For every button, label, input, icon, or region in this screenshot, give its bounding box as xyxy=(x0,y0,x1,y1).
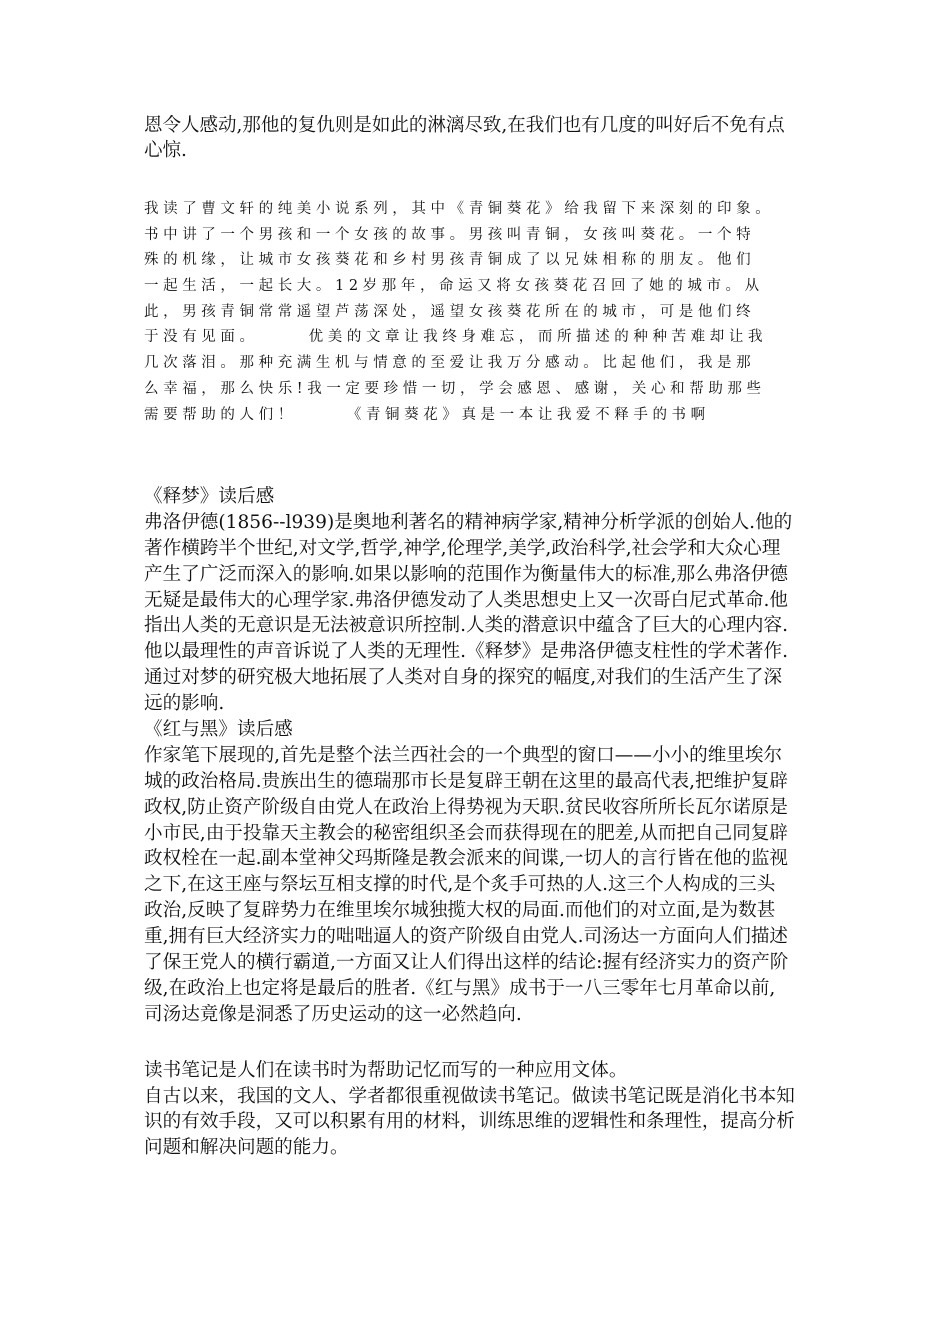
text-line: 政治,反映了复辟势力在维里埃尔城独揽大权的局面.而他们的对立面,是为数甚 xyxy=(144,900,776,922)
text-line: 了保王党人的横行霸道,一方面又让人们得出这样的结论:握有经济实力的资产阶 xyxy=(144,952,789,974)
text-line: 恩令人感动,那他的复仇则是如此的淋漓尽致,在我们也有几度的叫好后不免有点 xyxy=(144,115,785,136)
section-title: 《释梦》读后感 xyxy=(144,486,275,507)
text-line: 读书笔记是人们在读书时为帮助记忆而写的一种应用文体。 xyxy=(144,1060,628,1081)
text-line: 城的政治格局.贵族出生的德瑞那市长是复辟王朝在这里的最高代表,把维护复辟 xyxy=(144,770,789,792)
text-line: 无疑是最伟大的心理学家.弗洛伊德发动了人类思想史上又一次哥白尼式革命.他 xyxy=(144,589,789,611)
text-line: 需要帮助的人们！ 《青铜葵花》真是一本让我爱不释手的书啊 xyxy=(144,406,710,423)
text-line: 小市民,由于投靠天主教会的秘密组织圣会而获得现在的肥差,从而把自己同复辟 xyxy=(144,822,789,844)
text-line: 此，男孩青铜常常遥望芦荡深处，遥望女孩葵花所在的城市，可是他们终 xyxy=(144,303,756,320)
text-line: 几次落泪。那种充满生机与情意的至爱让我万分感动。比起他们，我是那 xyxy=(144,355,756,372)
text-line: 弗洛伊德(1856--l939)是奥地利著名的精神病学家,精神分析学派的创始人.他的 xyxy=(144,511,793,533)
hongyuhei-section xyxy=(144,717,834,1028)
text-line: 心惊. xyxy=(144,140,187,161)
qingtong-paragraph xyxy=(144,197,834,428)
text-line: 于没有见面。 优美的文章让我终身难忘，而所描述的种种苦难却让我 xyxy=(144,329,768,346)
shimeng-section xyxy=(144,484,834,717)
text-line: 司汤达竟像是洞悉了历史运动的这一必然趋向. xyxy=(144,1003,522,1025)
text-line: 著作横跨半个世纪,对文学,哲学,神学,伦理学,美学,政治科学,社会学和大众心理 xyxy=(144,537,781,559)
text-line: 殊的机缘，让城市女孩葵花和乡村男孩青铜成了以兄妹相称的朋友。他们 xyxy=(144,252,756,269)
text-line: 作家笔下展现的,首先是整个法兰西社会的一个典型的窗口——小小的维里埃尔 xyxy=(144,744,783,766)
text-line: 识的有效手段，又可以积累有用的材料，训练思维的逻辑性和条理性，提高分析 xyxy=(144,1111,795,1133)
text-line: 指出人类的无意识是无法被意识所控制.人类的潜意识中蕴含了巨大的心理内容. xyxy=(144,615,789,637)
section-title: 《红与黑》读后感 xyxy=(144,719,293,740)
text-line: 通过对梦的研究极大地拓展了人类对自身的探究的幅度,对我们的生活产生了深 xyxy=(144,667,783,689)
text-line: 重,拥有巨大经济实力的咄咄逼人的资产阶级自由党人.司汤达一方面向人们描述 xyxy=(144,926,789,948)
text-line: 级,在政治上也定将是最后的胜者.《红与黑》成书于一八三零年七月革命以前, xyxy=(144,977,776,999)
text-line: 自古以来，我国的文人、学者都很重视做读书笔记。做读书笔记既是消化书本知 xyxy=(144,1085,795,1107)
text-line: 么幸福，那么快乐!我一定要珍惜一切，学会感恩、感谢，关心和帮助那些 xyxy=(144,380,766,397)
text-line: 一起生活，一起长大。12岁那年，命运又将女孩葵花召回了她的城市。从 xyxy=(144,278,764,295)
text-line: 问题和解决问题的能力。 xyxy=(144,1136,349,1158)
reading-notes-paragraph xyxy=(144,1058,834,1160)
text-line: 政权,防止资产阶级自由党人在政治上得势视为天职.贫民收容所所长瓦尔诺原是 xyxy=(144,796,789,818)
text-line: 书中讲了一个男孩和一个女孩的故事。男孩叫青铜，女孩叫葵花。一个特 xyxy=(144,226,756,243)
text-line: 他以最理性的声音诉说了人类的无理性.《释梦》是弗洛伊德支柱性的学术著作. xyxy=(144,641,789,663)
text-line: 我读了曹文轩的纯美小说系列，其中《青铜葵花》给我留下来深刻的印象。 xyxy=(144,201,775,217)
text-line: 政权栓在一起.副本堂神父玛斯隆是教会派来的间谍,一切人的言行皆在他的监视 xyxy=(144,848,789,870)
text-line: 远的影响. xyxy=(144,693,225,715)
text-line: 产生了广泛而深入的影响.如果以影响的范围作为衡量伟大的标准,那么弗洛伊德 xyxy=(144,563,789,585)
intro-paragraph xyxy=(144,113,834,163)
text-line: 之下,在这王座与祭坛互相支撑的时代,是个炙手可热的人.这三个人构成的三头 xyxy=(144,874,776,896)
